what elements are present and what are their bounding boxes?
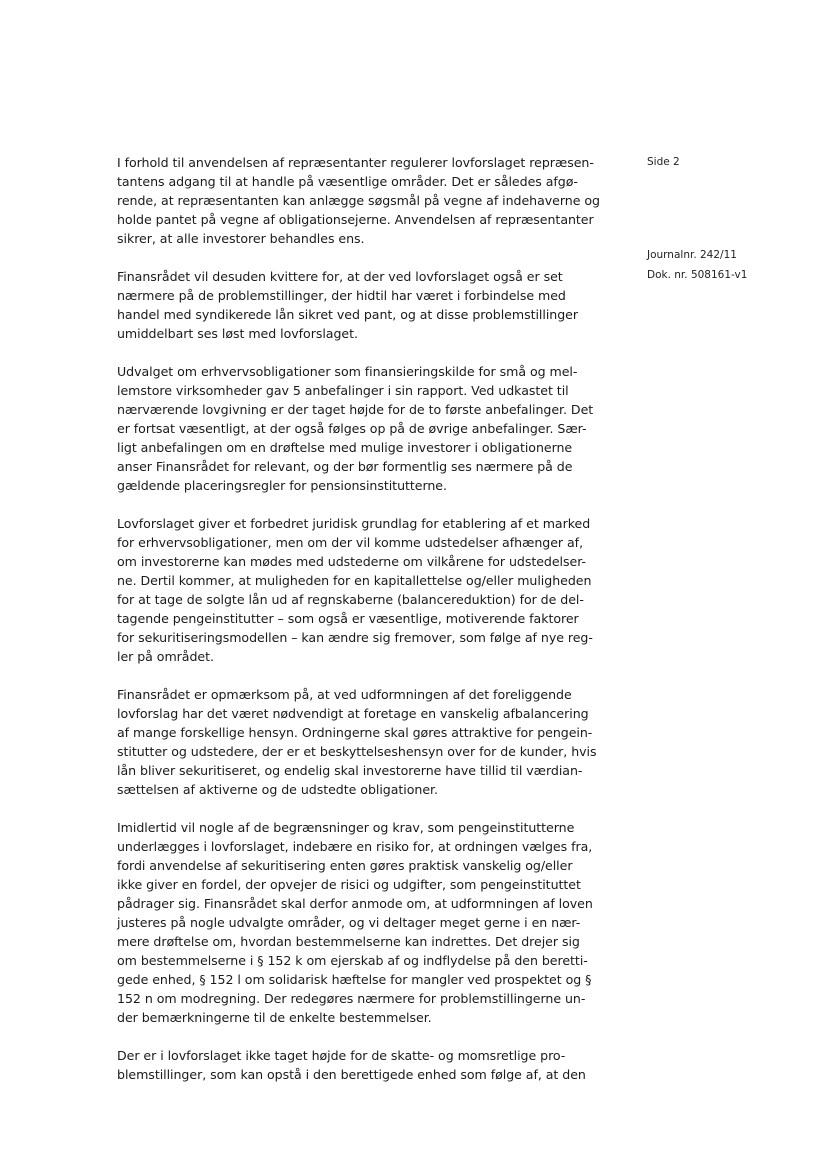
text-line: gældende placeringsregler for pensionsinstitutterne. xyxy=(117,478,447,493)
text-line: sættelsen af aktiverne og de udstedte obligationer. xyxy=(117,782,438,797)
text-line: nærmere på de problemstillinger, der hidtil har været i forbindelse med xyxy=(117,288,566,303)
paragraph xyxy=(117,267,617,343)
paragraph xyxy=(117,818,617,1027)
text-line: anser Finansrådet for relevant, og der bør formentlig ses nærmere på de xyxy=(117,459,573,474)
text-line: tantens adgang til at handle på væsentlige områder. Det er således afgø- xyxy=(117,174,578,189)
text-line: ikke giver en fordel, der opvejer de risici og udgifter, som pengeinstituttet xyxy=(117,877,581,892)
text-line: om bestemmelserne i § 152 k om ejerskab af og indflydelse på den beretti- xyxy=(117,953,588,968)
text-line: pådrager sig. Finansrådet skal derfor anmode om, at udformningen af loven xyxy=(117,896,593,911)
text-line: stitutter og udstedere, der er et beskyttelseshensyn over for de kunder, hvis xyxy=(117,744,597,759)
text-line: sikrer, at alle investorer behandles ens. xyxy=(117,231,365,246)
text-line: nærværende lovgivning er der taget højde for de to første anbefalinger. Det xyxy=(117,402,594,417)
text-line: rende, at repræsentanten kan anlægge søgsmål på vegne af indehaverne og xyxy=(117,193,600,208)
text-line: Imidlertid vil nogle af de begrænsninger og krav, som pengeinstitutterne xyxy=(117,820,575,835)
paragraph xyxy=(117,514,617,666)
text-line: Lovforslaget giver et forbedret juridisk grundlag for etablering af et marked xyxy=(117,516,591,531)
text-line: 152 n om modregning. Der redegøres nærmere for problemstillingerne un- xyxy=(117,991,586,1006)
document-number: Dok. nr. 508161-v1 xyxy=(647,269,748,281)
text-line: for sekuritiseringsmodellen – kan ændre sig fremover, som følge af nye reg- xyxy=(117,630,593,645)
text-line: holde pantet på vegne af obligationsejerne. Anvendelsen af repræsentanter xyxy=(117,212,594,227)
text-line: Udvalget om erhvervsobligationer som finansieringskilde for små og mel- xyxy=(117,364,578,379)
text-line: handel med syndikerede lån sikret ved pant, og at disse problemstillinger xyxy=(117,307,578,322)
text-line: Der er i lovforslaget ikke taget højde for de skatte- og momsretlige pro- xyxy=(117,1048,566,1063)
text-line: blemstillinger, som kan opstå i den berettigede enhed som følge af, at den xyxy=(117,1067,586,1082)
text-line: om investorerne kan mødes med udstederne om vilkårene for udstedelser- xyxy=(117,554,587,569)
paragraph xyxy=(117,153,617,248)
letter-body xyxy=(117,153,617,1103)
text-line: af mange forskellige hensyn. Ordningerne skal gøres attraktive for pengein- xyxy=(117,725,593,740)
text-line: umiddelbart ses løst med lovforslaget. xyxy=(117,326,358,341)
text-line: Finansrådet er opmærksom på, at ved udformningen af det foreliggende xyxy=(117,687,572,702)
text-line: gede enhed, § 152 l om solidarisk hæftelse for mangler ved prospektet og § xyxy=(117,972,592,987)
text-line: mere drøftelse om, hvordan bestemmelserne kan indrettes. Det drejer sig xyxy=(117,934,580,949)
text-line: lån bliver sekuritiseret, og endelig skal investorerne have tillid til værdian- xyxy=(117,763,583,778)
text-line: Finansrådet vil desuden kvittere for, at der ved lovforslaget også er set xyxy=(117,269,563,284)
paragraph xyxy=(117,685,617,799)
text-line: ler på området. xyxy=(117,649,214,664)
paragraph xyxy=(117,362,617,495)
text-line: tagende pengeinstitutter – som også er væsentlige, motiverende faktorer xyxy=(117,611,579,626)
text-line: er fortsat væsentligt, at der også følges op på de øvrige anbefalinger. Sær- xyxy=(117,421,587,436)
text-line: lovforslag har det været nødvendigt at foretage en vanskelig afbalancering xyxy=(117,706,589,721)
text-line: der bemærkningerne til de enkelte bestemmelser. xyxy=(117,1010,432,1025)
paragraph xyxy=(117,1046,617,1084)
journal-number: Journalnr. 242/11 xyxy=(647,249,737,261)
text-line: fordi anvendelse af sekuritisering enten gøres praktisk vanskelig og/eller xyxy=(117,858,573,873)
text-line: ligt anbefalingen om en drøftelse med mulige investorer i obligationerne xyxy=(117,440,573,455)
text-line: I forhold til anvendelsen af repræsentanter regulerer lovforslaget repræsen- xyxy=(117,155,594,170)
text-line: for erhvervsobligationer, men om der vil komme udstedelser afhænger af, xyxy=(117,535,584,550)
text-line: ne. Dertil kommer, at muligheden for en kapitallettelse og/eller muligheden xyxy=(117,573,592,588)
text-line: underlægges i lovforslaget, indebære en risiko for, at ordningen vælges fra, xyxy=(117,839,593,854)
text-line: for at tage de solgte lån ud af regnskaberne (balancereduktion) for de del- xyxy=(117,592,584,607)
page-number: Side 2 xyxy=(647,156,680,168)
text-line: justeres på nogle udvalgte områder, og vi deltager meget gerne i en nær- xyxy=(117,915,581,930)
text-line: lemstore virksomheder gav 5 anbefalinger i sin rapport. Ved udkastet til xyxy=(117,383,569,398)
